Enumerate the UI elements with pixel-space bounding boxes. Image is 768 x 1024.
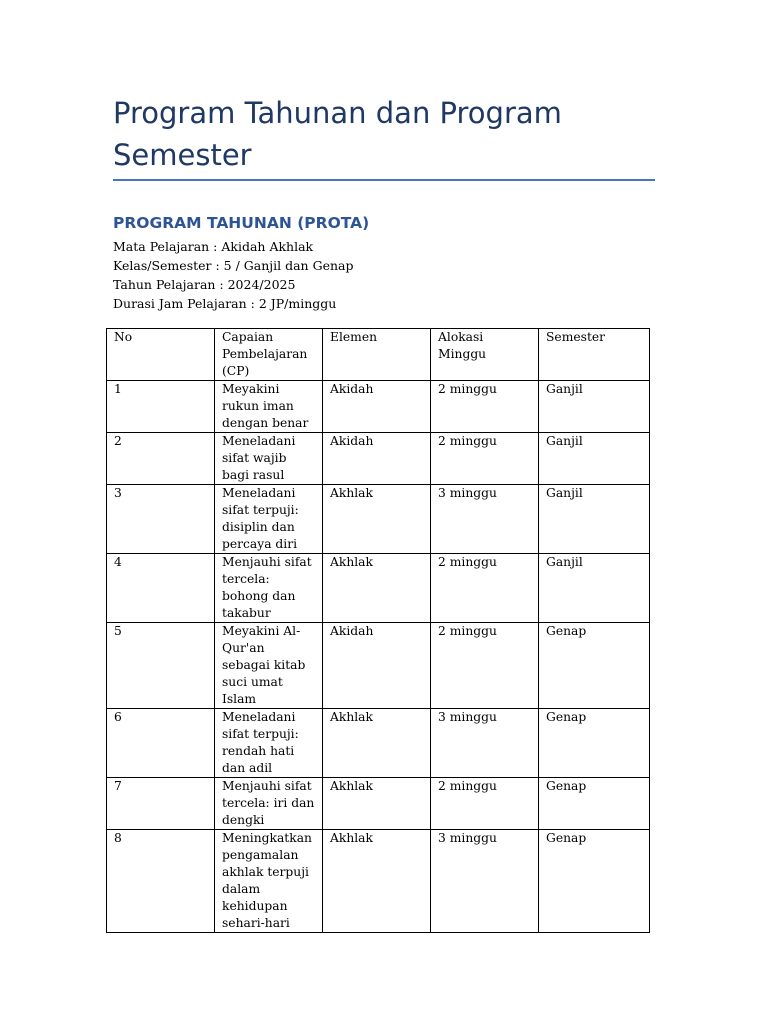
cell-no: 3 <box>107 485 215 554</box>
title-underline-rule <box>113 179 655 181</box>
cell-capaian: Meneladani sifat terpuji: disiplin dan percaya diri <box>215 485 323 554</box>
table-row <box>107 485 650 554</box>
cell-semester: Ganjil <box>539 381 650 433</box>
header-semester: Semester <box>539 329 650 381</box>
course-info-lesson-duration: Durasi Jam Pelajaran : 2 JP/minggu <box>113 296 337 311</box>
cell-no: 8 <box>107 830 215 933</box>
table-row <box>107 778 650 830</box>
course-info-academic-year: Tahun Pelajaran : 2024/2025 <box>113 277 296 292</box>
cell-no: 7 <box>107 778 215 830</box>
cell-no: 5 <box>107 623 215 709</box>
table-row <box>107 830 650 933</box>
cell-elemen: Akhlak <box>323 554 431 623</box>
cell-capaian: Meningkatkan pengamalan akhlak terpuji dalam kehidupan sehari-hari <box>215 830 323 933</box>
cell-elemen: Akidah <box>323 623 431 709</box>
cell-no: 6 <box>107 709 215 778</box>
header-elemen: Elemen <box>323 329 431 381</box>
cell-no: 2 <box>107 433 215 485</box>
cell-semester: Ganjil <box>539 554 650 623</box>
cell-elemen: Akhlak <box>323 778 431 830</box>
cell-elemen: Akidah <box>323 433 431 485</box>
cell-alokasi: 2 minggu <box>431 381 539 433</box>
cell-semester: Genap <box>539 709 650 778</box>
cell-semester: Genap <box>539 778 650 830</box>
cell-capaian: Menjauhi sifat tercela: iri dan dengki <box>215 778 323 830</box>
cell-alokasi: 3 minggu <box>431 709 539 778</box>
cell-elemen: Akhlak <box>323 485 431 554</box>
document-title: Program Tahunan dan Program Semester <box>113 96 562 172</box>
cell-alokasi: 2 minggu <box>431 778 539 830</box>
cell-alokasi: 3 minggu <box>431 830 539 933</box>
header-capaian-pembelajaran: Capaian Pembelajaran (CP) <box>215 329 323 381</box>
cell-alokasi: 2 minggu <box>431 623 539 709</box>
cell-capaian: Menjauhi sifat tercela: bohong dan takabur <box>215 554 323 623</box>
course-info-class-semester: Kelas/Semester : 5 / Ganjil dan Genap <box>113 258 354 273</box>
cell-semester: Ganjil <box>539 433 650 485</box>
section-heading: PROGRAM TAHUNAN (PROTA) <box>113 214 370 232</box>
prota-table <box>106 328 650 933</box>
table-header-row <box>107 329 650 381</box>
course-info-list <box>113 237 353 313</box>
cell-no: 1 <box>107 381 215 433</box>
cell-capaian: Meneladani sifat wajib bagi rasul <box>215 433 323 485</box>
cell-capaian: Meneladani sifat terpuji: rendah hati dan adil <box>215 709 323 778</box>
cell-no: 4 <box>107 554 215 623</box>
cell-elemen: Akidah <box>323 381 431 433</box>
cell-alokasi: 2 minggu <box>431 554 539 623</box>
table-row <box>107 554 650 623</box>
table-row <box>107 433 650 485</box>
header-no: No <box>107 329 215 381</box>
cell-capaian: Meyakini rukun iman dengan benar <box>215 381 323 433</box>
table-row <box>107 623 650 709</box>
cell-alokasi: 3 minggu <box>431 485 539 554</box>
header-alokasi-minggu: Alokasi Minggu <box>431 329 539 381</box>
course-info-subject: Mata Pelajaran : Akidah Akhlak <box>113 239 314 254</box>
cell-semester: Genap <box>539 830 650 933</box>
cell-semester: Ganjil <box>539 485 650 554</box>
cell-alokasi: 2 minggu <box>431 433 539 485</box>
table-row <box>107 709 650 778</box>
cell-elemen: Akhlak <box>323 830 431 933</box>
cell-capaian: Meyakini Al-Qur'an sebagai kitab suci umat Islam <box>215 623 323 709</box>
cell-semester: Genap <box>539 623 650 709</box>
cell-elemen: Akhlak <box>323 709 431 778</box>
table-row <box>107 381 650 433</box>
